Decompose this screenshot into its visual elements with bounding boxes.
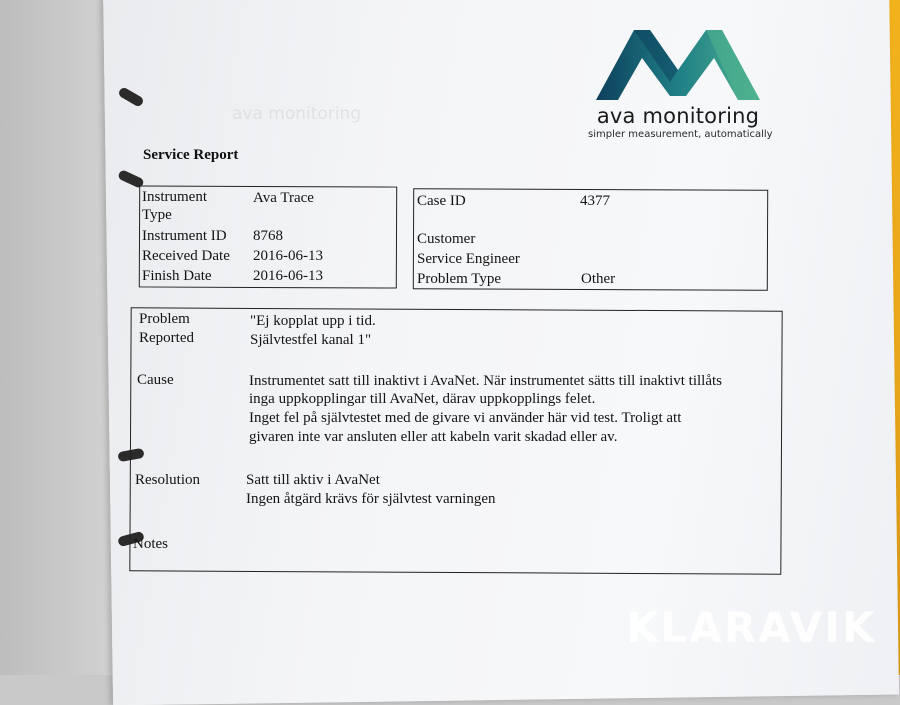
problem-text-line: "Ej kopplat upp i tid. [250,313,376,329]
logo-tagline: simpler measurement, automatically [588,129,773,140]
instrument-type-label-cont: Type [142,207,172,223]
problem-reported-label: Problem [139,311,190,327]
klaravik-watermark: KLARAVIK [626,603,877,652]
customer-label: Customer [417,231,476,247]
cause-text-line: givaren inte var ansluten eller att kabeln varit skadad eller av. [249,429,618,445]
cause-text-line: Inget fel på självtestet med de givare vi använder här vid test. Troligt att [249,410,682,426]
case-id-label: Case ID [417,193,466,209]
instrument-type-label: Instrument [142,189,207,205]
cause-text-line: Instrumentet satt till inaktivt i AvaNet. När instrumentet sätts till inaktivt tillåts [249,373,722,389]
problem-reported-label-cont: Reported [139,330,194,346]
notes-label: Notes [133,536,168,552]
instrument-type-value: Ava Trace [253,190,314,206]
problem-type-value: Other [581,271,616,287]
logo-wordmark: ava monitoring [596,104,760,128]
cause-text-line: inga uppkopplingar till AvaNet, därav uppkopplings felet. [249,391,596,407]
resolution-text-line: Ingen åtgärd krävs för självtest varningen [246,491,496,507]
cause-label: Cause [137,372,174,388]
finish-date-value: 2016-06-13 [253,268,323,284]
report-title: Service Report [143,147,239,163]
finish-date-label: Finish Date [142,268,212,284]
service-engineer-label: Service Engineer [417,251,520,267]
received-date-value: 2016-06-13 [253,248,323,264]
received-date-label: Received Date [142,248,230,264]
problem-text-line: Självtestfel kanal 1" [250,332,372,348]
instrument-id-label: Instrument ID [142,228,227,244]
problem-type-label: Problem Type [417,271,502,287]
bleed-through-text: ava monitoring [232,104,362,124]
case-id-value: 4377 [580,193,610,209]
resolution-text-line: Satt till aktiv i AvaNet [246,472,380,488]
resolution-label: Resolution [135,472,201,488]
instrument-id-value: 8768 [253,228,283,244]
